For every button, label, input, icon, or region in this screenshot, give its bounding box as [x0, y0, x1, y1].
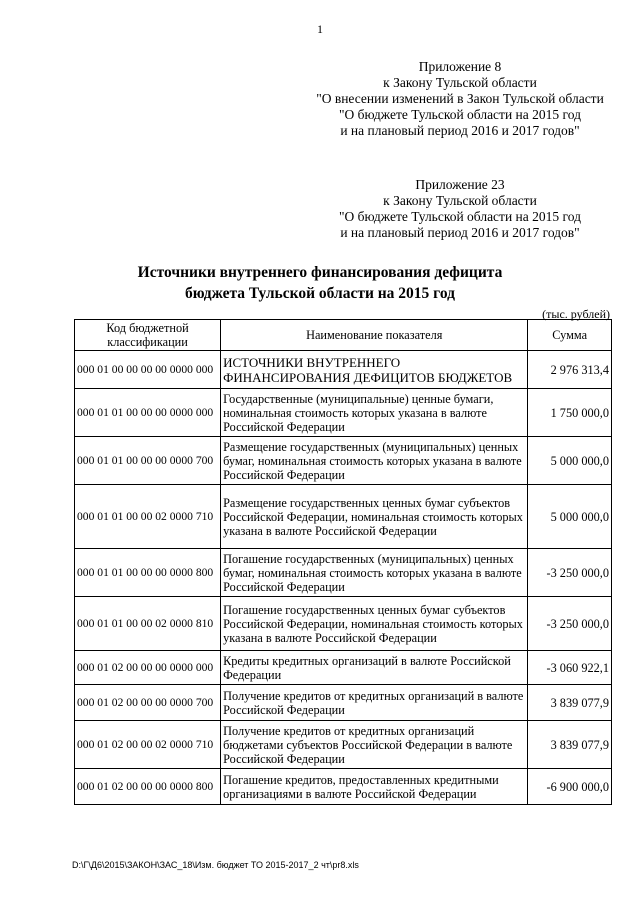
- units-label: (тыс. рублей): [542, 307, 610, 321]
- row-amount: 5 000 000,0: [528, 485, 612, 549]
- row-code: 000 01 01 00 00 02 0000 810: [75, 597, 221, 651]
- appendix-23-line: и на плановый период 2016 и 2017 годов": [340, 225, 580, 240]
- appendix-8-block: [300, 59, 620, 139]
- row-code: 000 01 02 00 00 00 0000 800: [75, 769, 221, 805]
- header-amount: Сумма: [528, 320, 612, 351]
- appendix-8-line: "О внесении изменений в Закон Тульской области: [316, 91, 604, 106]
- table-row: [75, 597, 612, 651]
- appendix-23-block: [300, 177, 620, 241]
- row-name: Получение кредитов от кредитных организаций бюджетами субъектов Российской Федерации в валюте Российской Федерации: [221, 721, 528, 769]
- appendix-8-line: Приложение 8: [418, 59, 502, 74]
- header-code: Код бюджетной классификации: [75, 320, 221, 351]
- title-line: Источники внутреннего финансирования дефицита: [137, 264, 503, 281]
- row-amount: 1 750 000,0: [528, 389, 612, 437]
- row-amount: 5 000 000,0: [528, 437, 612, 485]
- table-header-row: [75, 320, 612, 351]
- row-name: Размещение государственных (муниципальных) ценных бумаг, номинальная стоимость которых указана в валюте Российской Федерации: [221, 437, 528, 485]
- table-row: [75, 651, 612, 685]
- row-code: 000 01 02 00 00 00 0000 000: [75, 651, 221, 685]
- row-code: 000 01 01 00 00 00 0000 800: [75, 549, 221, 597]
- row-code: 000 01 00 00 00 00 0000 000: [75, 351, 221, 389]
- row-code: 000 01 01 00 00 00 0000 700: [75, 437, 221, 485]
- header-name: Наименование показателя: [221, 320, 528, 351]
- table-row: [75, 389, 612, 437]
- table-row: [75, 721, 612, 769]
- file-path-footer: D:\Г\Д6\2015\ЗАКОН\ЗАС_18\Изм. бюджет ТО 2015-2017_2 чт\pr8.xls: [72, 860, 359, 870]
- appendix-23-line: "О бюджете Тульской области на 2015 год: [339, 209, 581, 224]
- row-name: Погашение кредитов, предоставленных кредитными организациями в валюте Российской Федерации: [221, 769, 528, 805]
- row-name: Получение кредитов от кредитных организаций в валюте Российской Федерации: [221, 685, 528, 721]
- table-row: [75, 769, 612, 805]
- row-name: ИСТОЧНИКИ ВНУТРЕННЕГО ФИНАНСИРОВАНИЯ ДЕФИЦИТОВ БЮДЖЕТОВ: [221, 351, 528, 389]
- appendix-8-line: и на плановый период 2016 и 2017 годов": [340, 123, 580, 138]
- appendix-8-line: к Закону Тульской области: [383, 75, 537, 90]
- row-amount: -6 900 000,0: [528, 769, 612, 805]
- table-row: [75, 437, 612, 485]
- row-name: Кредиты кредитных организаций в валюте Российской Федерации: [221, 651, 528, 685]
- title-line: бюджета Тульской области на 2015 год: [185, 285, 455, 302]
- row-amount: -3 250 000,0: [528, 549, 612, 597]
- appendix-23-line: Приложение 23: [415, 177, 505, 192]
- row-code: 000 01 01 00 00 00 0000 000: [75, 389, 221, 437]
- table-row: [75, 351, 612, 389]
- appendix-23-line: к Закону Тульской области: [383, 193, 537, 208]
- table-row: [75, 685, 612, 721]
- table-row: [75, 485, 612, 549]
- row-amount: 3 839 077,9: [528, 721, 612, 769]
- row-code: 000 01 02 00 00 02 0000 710: [75, 721, 221, 769]
- row-amount: 3 839 077,9: [528, 685, 612, 721]
- row-amount: 2 976 313,4: [528, 351, 612, 389]
- budget-sources-table: [74, 319, 612, 805]
- document-title: [60, 262, 580, 304]
- row-name: Государственные (муниципальные) ценные бумаги, номинальная стоимость которых указана в валюте Российской Федерации: [221, 389, 528, 437]
- table-row: [75, 549, 612, 597]
- page-number: 1: [317, 22, 323, 36]
- row-amount: -3 250 000,0: [528, 597, 612, 651]
- row-amount: -3 060 922,1: [528, 651, 612, 685]
- row-code: 000 01 02 00 00 00 0000 700: [75, 685, 221, 721]
- row-code: 000 01 01 00 00 02 0000 710: [75, 485, 221, 549]
- row-name: Погашение государственных (муниципальных) ценных бумаг, номинальная стоимость которых указана в валюте Российской Федерации: [221, 549, 528, 597]
- row-name: Размещение государственных ценных бумаг субъектов Российской Федерации, номинальная стоимость которых указана в валюте Российской Федерации: [221, 485, 528, 549]
- appendix-8-line: "О бюджете Тульской области на 2015 год: [339, 107, 581, 122]
- row-name: Погашение государственных ценных бумаг субъектов Российской Федерации, номинальная стоимость которых указана в валюте Российской Федерации: [221, 597, 528, 651]
